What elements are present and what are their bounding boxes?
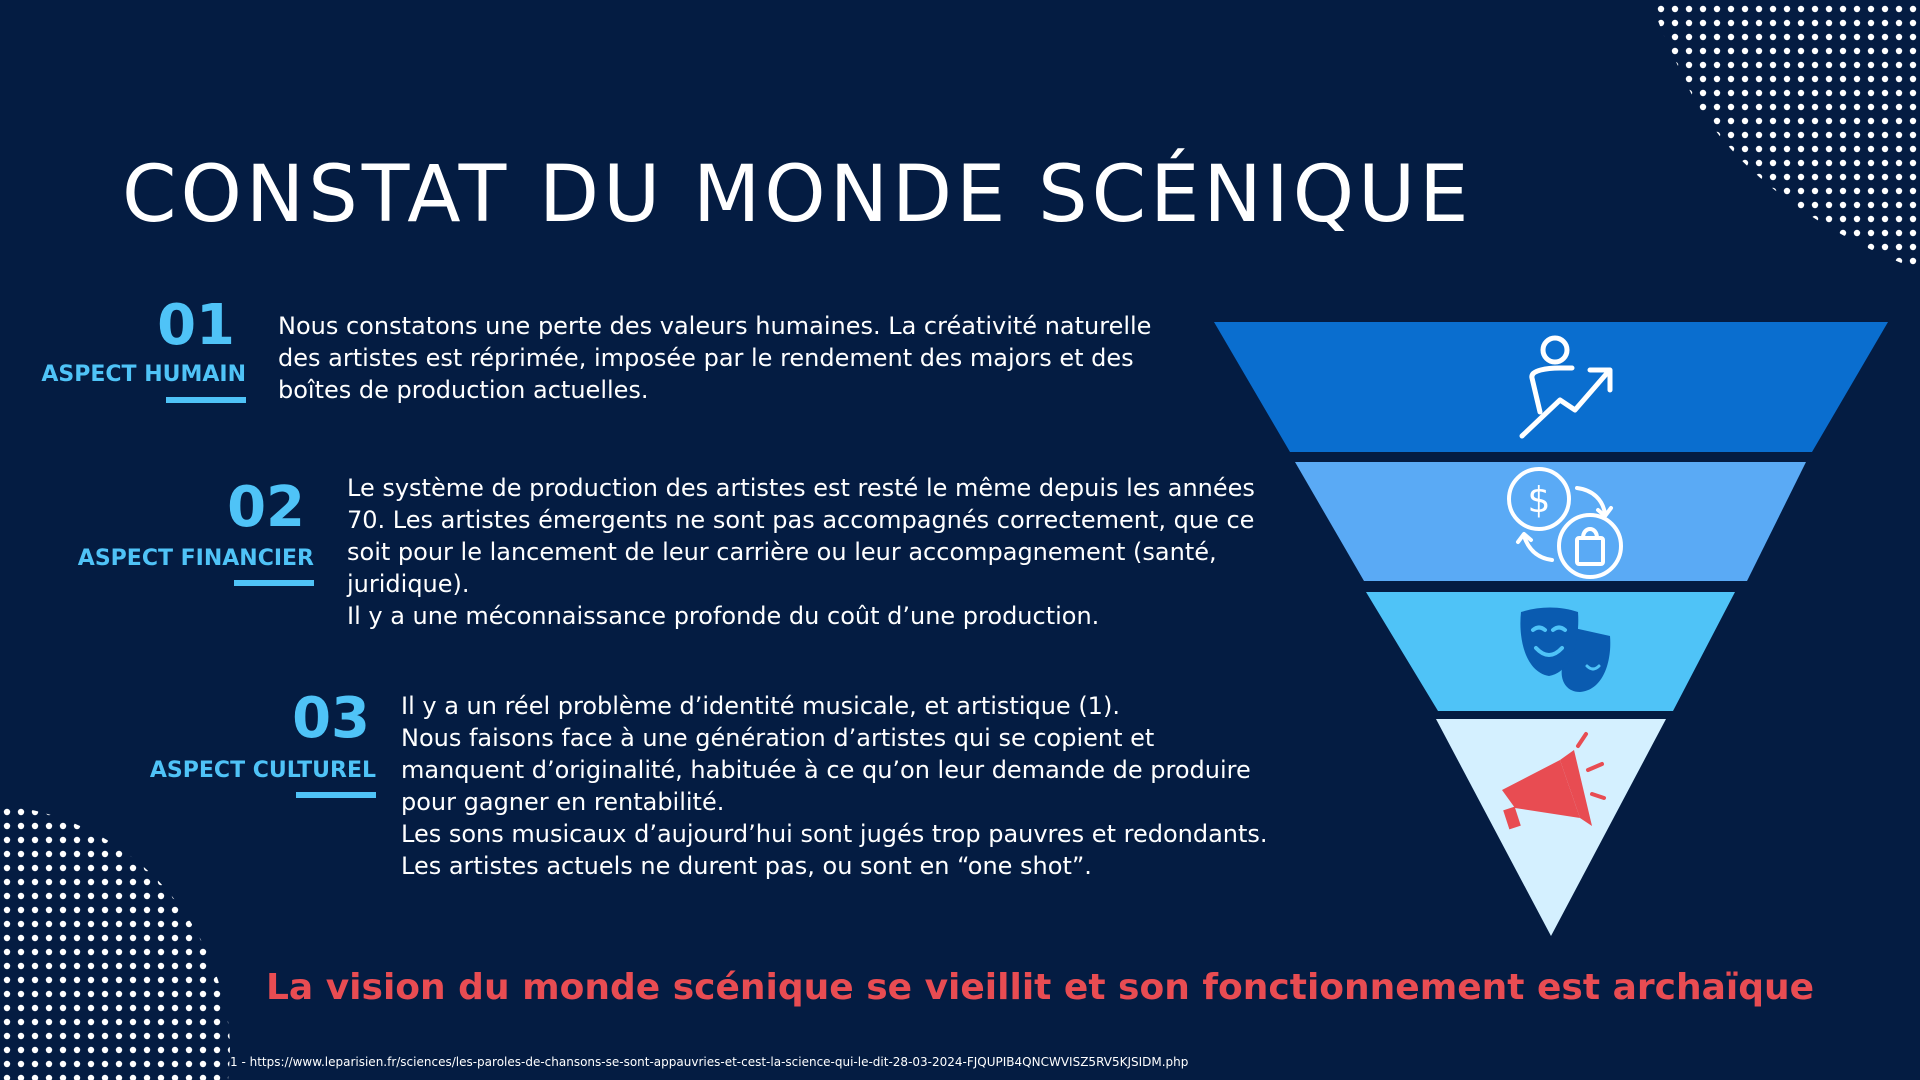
text-line: pour gagner en rentabilité. xyxy=(401,788,725,816)
section-number: 02 xyxy=(227,475,305,540)
text-line: Les sons musicaux d’aujourd’hui sont jugés trop pauvres et redondants. xyxy=(401,820,1268,848)
text-line: Nous faisons face à une génération d’artistes qui se copient et xyxy=(401,724,1155,752)
text-line: manquent d’originalité, habituée à ce qu’on leur demande de produire xyxy=(401,756,1251,784)
funnel-level-1 xyxy=(1214,322,1888,452)
text-line: Il y a une méconnaissance profonde du coût d’une production. xyxy=(347,602,1100,630)
text-line: Le système de production des artistes est resté le même depuis les années xyxy=(347,474,1255,502)
funnel-level-4 xyxy=(1436,719,1666,936)
text-line: 70. Les artistes émergents ne sont pas accompagnés correctement, que ce xyxy=(347,506,1255,534)
conclusion-statement: La vision du monde scénique se vieillit et son fonctionnement est archaïque xyxy=(265,967,1815,1008)
text-line: soit pour le lancement de leur carrière ou leur accompagnement (santé, xyxy=(347,538,1217,566)
svg-text:$: $ xyxy=(1527,480,1551,521)
text-line: Les artistes actuels ne durent pas, ou sont en “one shot”. xyxy=(401,852,1092,880)
text-line: juridique). xyxy=(347,570,470,598)
section-number: 03 xyxy=(292,686,370,751)
section-label: ASPECT FINANCIER xyxy=(77,546,314,571)
page-title: CONSTAT DU MONDE SCÉNIQUE xyxy=(122,150,1473,240)
section-label: ASPECT CULTUREL xyxy=(149,758,376,783)
footnote-source-link[interactable]: 1 - https://www.leparisien.fr/sciences/les-paroles-de-chansons-se-sont-appauvries-et-cest-la-science-qui-le-dit-28-03-2024-FJQUPIB4QNCWVISZ5RV5KJSIDM.php xyxy=(230,1055,1189,1069)
text-line: Il y a un réel problème d’identité musicale, et artistique (1). xyxy=(401,692,1120,720)
text-line: Nous constatons une perte des valeurs humaines. La créativité naturelle xyxy=(278,312,1152,340)
text-line: des artistes est réprimée, imposée par le rendement des majors et des xyxy=(278,344,1134,372)
text-line: boîtes de production actuelles. xyxy=(278,376,649,404)
section-number: 01 xyxy=(157,293,235,358)
section-label: ASPECT HUMAIN xyxy=(41,362,246,387)
funnel-level-2 xyxy=(1295,462,1806,581)
